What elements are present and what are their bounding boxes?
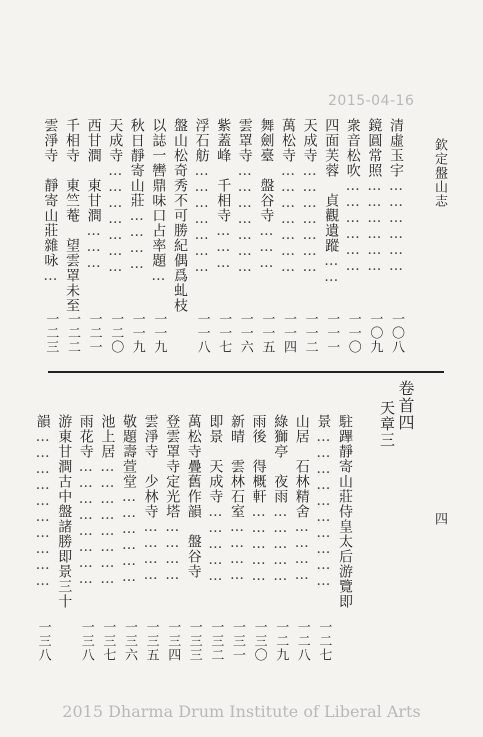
toc-page-number: 一一四 — [281, 312, 296, 354]
toc-page-number: 一三二 — [208, 620, 224, 662]
toc-page-number: 一三一 — [230, 620, 245, 662]
toc-page-number: 一〇九 — [367, 312, 383, 354]
toc-page-number: 一三六 — [122, 620, 137, 662]
toc-entry-title: 萬松寺 — [280, 118, 296, 163]
leader-dots: ………… — [229, 519, 245, 583]
toc-entry — [237, 118, 253, 275]
toc-entry-title: 紫蓋峰 千相寺 — [215, 118, 232, 223]
toc-entry — [345, 118, 361, 274]
toc-page-number: 一一七 — [216, 312, 232, 354]
toc-entry — [323, 118, 339, 285]
leader-dots: ………………………… — [315, 429, 332, 589]
toc-entry-title: 韻 — [34, 414, 51, 429]
toc-entry — [388, 118, 404, 274]
toc-page-number: 一二七 — [316, 620, 332, 662]
toc-entry — [86, 118, 102, 271]
toc-entry-title: 敬題壽萱堂 — [121, 414, 137, 489]
toc-entry — [164, 414, 180, 583]
toc-entry-title: 雨後 得概軒 — [250, 414, 267, 504]
toc-entry — [99, 414, 115, 587]
toc-entry — [121, 414, 137, 585]
toc-page-number: 一三五 — [143, 620, 159, 662]
toc-entry — [107, 118, 123, 275]
leader-dots: ……… — [215, 223, 232, 271]
toc-entry-title: 登雲罩寺定光塔 — [164, 414, 181, 519]
leader-dots: …………………… — [99, 459, 116, 587]
toc-entry-title: 舞劍臺 盤谷寺 — [258, 118, 275, 223]
page-number: 四 — [432, 512, 447, 526]
leader-dots: ………………… — [280, 163, 296, 275]
toc-page-number: 一三三 — [186, 620, 202, 662]
toc-entry — [194, 118, 210, 275]
leader-dots: ……… — [258, 223, 275, 271]
juan-title: 卷首四 — [396, 380, 415, 431]
leader-dots: ……… — [85, 223, 102, 271]
toc-entry-title: 秋日靜寄山莊 — [128, 118, 145, 208]
toc-entry — [294, 414, 310, 583]
toc-page-number: 一一八 — [194, 312, 210, 354]
toc-entry-title: 駐蹕靜寄山莊侍皇太后游覽即 — [337, 414, 353, 609]
toc-entry-title: 盤山松奇秀不可勝紀偶爲虬枝 — [172, 118, 188, 313]
toc-entry — [215, 118, 231, 271]
toc-entry-title: 雲淨寺 靜寄山莊雜咏 — [42, 118, 59, 268]
toc-page-number: 一二一 — [86, 312, 102, 354]
leader-dots: ………………………… — [34, 429, 51, 589]
toc-entry — [366, 118, 382, 274]
toc-entry — [172, 118, 188, 313]
leader-dots: ………… — [164, 519, 181, 583]
leader-dots: ………… — [142, 519, 159, 583]
toc-entry — [35, 414, 51, 589]
toc-entry-title: 即景 天成寺 — [207, 414, 224, 504]
leader-dots: ……………… — [121, 489, 137, 585]
toc-entry — [272, 414, 288, 584]
toc-entry — [315, 414, 331, 589]
toc-entry-title: 雲罩寺 — [236, 118, 253, 163]
leader-dots: ………… — [128, 208, 145, 272]
leader-dots: …… — [323, 253, 340, 285]
toc-page-number: 一三八 — [35, 620, 51, 662]
toc-entry — [143, 414, 159, 583]
toc-page-number: 一二二 — [65, 312, 80, 354]
leader-dots: ………………… — [107, 163, 124, 275]
toc-page-number: 一三〇 — [251, 620, 267, 662]
toc-entry — [258, 118, 274, 271]
toc-entry-title: 清虛玉宇 — [388, 118, 404, 178]
toc-page-number: 一二九 — [273, 620, 289, 662]
leader-dots: …………………… — [77, 459, 94, 587]
toc-entry — [251, 414, 267, 584]
leader-dots: ……………… — [366, 178, 383, 274]
watermark: 2015 Dharma Drum Institute of Liberal Arts — [62, 702, 421, 721]
toc-page-number: 一二〇 — [108, 312, 124, 354]
toc-page-number: 一三四 — [165, 620, 181, 662]
toc-entry-title: 以誌一轡鼎味口占率題 — [150, 118, 167, 268]
toc-page-number: 一一五 — [259, 312, 275, 354]
section-divider — [48, 371, 444, 373]
toc-entry — [56, 414, 72, 609]
leader-dots: ……………… — [388, 178, 404, 274]
toc-entry-title: 浮石舫 — [193, 118, 210, 163]
toc-entry-title: 衆音松吹 — [344, 118, 361, 178]
toc-entry-title: 雲淨寺 少林寺 — [142, 414, 159, 519]
toc-page-number: 一〇八 — [389, 312, 404, 354]
toc-entry — [64, 118, 80, 313]
toc-entry — [229, 414, 245, 583]
toc-entry — [337, 414, 353, 609]
book-title: 欽定盤山志 — [432, 138, 447, 208]
toc-entry — [129, 118, 145, 272]
toc-entry-title: 四面芙蓉 貞觀遺蹤 — [323, 118, 340, 253]
toc-entry — [280, 118, 296, 275]
toc-entry-title: 新晴 雲林石室 — [229, 414, 245, 519]
leader-dots: … — [150, 268, 167, 284]
toc-entry-title: 景 — [315, 414, 332, 429]
toc-entry — [150, 118, 166, 284]
toc-entry-title: 池上居 — [99, 414, 116, 459]
leader-dots: ………………… — [236, 163, 253, 275]
toc-page-number: 一一〇 — [345, 312, 361, 354]
toc-entry-title: 天成寺 — [107, 118, 124, 163]
leader-dots: …………… — [250, 504, 267, 584]
leader-dots: ………………… — [193, 163, 210, 275]
toc-page-number: 一一九 — [129, 312, 145, 354]
toc-entry-title: 綠獅亭 夜雨 — [272, 414, 289, 504]
toc-page-number: 一一九 — [151, 312, 167, 354]
toc-entry — [42, 118, 58, 284]
section-title: 天章三 — [378, 400, 396, 448]
leader-dots: ………………… — [301, 163, 318, 275]
toc-entry-title: 山居 石林精舍 — [293, 414, 310, 519]
toc-entry-title: 西甘澗 東甘澗 — [85, 118, 102, 223]
toc-entry — [186, 414, 202, 579]
leader-dots: … — [42, 268, 59, 284]
toc-entry-title: 游東甘澗古中盤諸勝即景三十 — [56, 414, 73, 609]
toc-page-number: 一二三 — [43, 312, 59, 354]
toc-entry — [78, 414, 94, 587]
toc-page-number: 一一二 — [302, 312, 318, 354]
leader-dots: ………… — [293, 519, 310, 583]
leader-dots: …………… — [207, 504, 224, 584]
leader-dots: …………… — [272, 504, 289, 584]
toc-entry — [302, 118, 318, 275]
toc-entry — [207, 414, 223, 584]
toc-entry-title: 鏡圓常照 — [366, 118, 383, 178]
toc-page-number: 一三七 — [100, 620, 116, 662]
leader-dots: ……………… — [344, 178, 361, 274]
date-stamp: 2015-04-16 — [328, 93, 415, 109]
toc-page-number: 一一六 — [237, 312, 253, 354]
toc-entry-title: 雨花寺 — [77, 414, 94, 459]
toc-entry-title: 千相寺 東竺菴 望雲罩未至 — [64, 118, 80, 313]
toc-page-number: 一三八 — [78, 620, 94, 662]
toc-page-number: 一二八 — [294, 620, 310, 662]
toc-page-number: 一一一 — [324, 312, 340, 354]
toc-entry-title: 天成寺 — [301, 118, 318, 163]
toc-entry-title: 萬松寺疊舊作韻 盤谷寺 — [185, 414, 202, 579]
